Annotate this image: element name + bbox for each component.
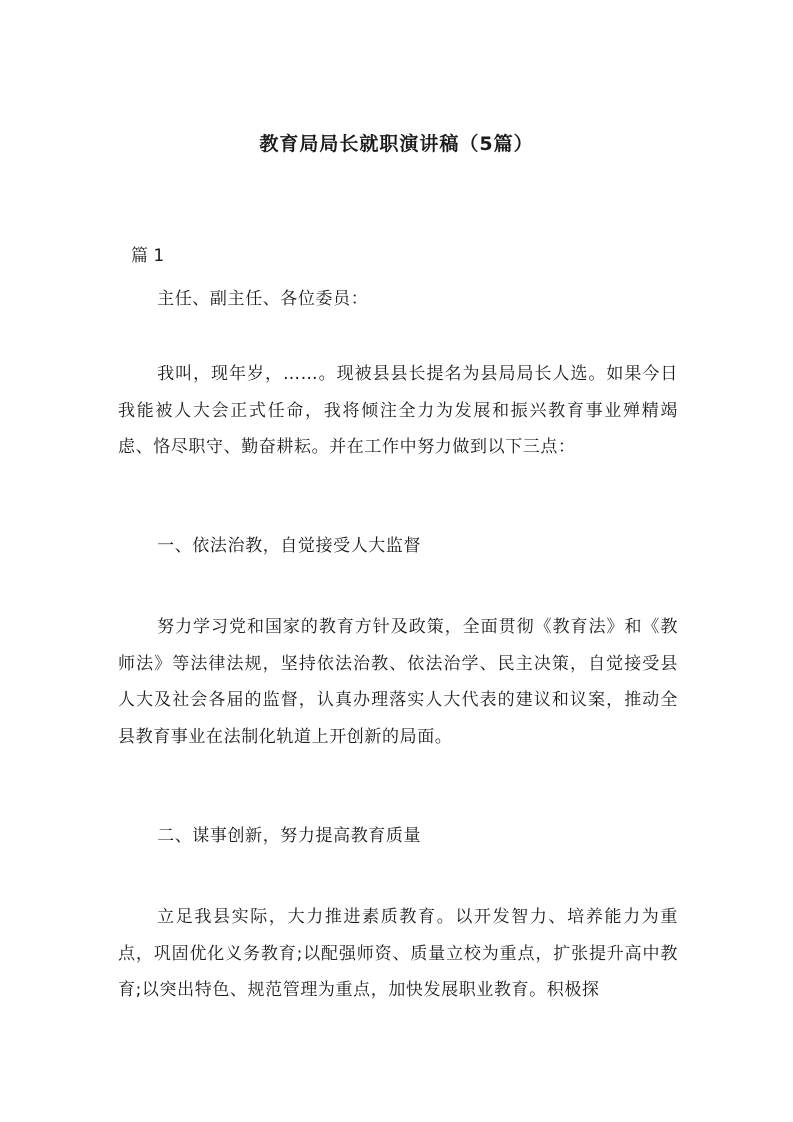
section-label: 篇 1 xyxy=(131,246,165,266)
document-title: 教育局局长就职演讲稿（5篇） xyxy=(259,133,534,155)
salutation-paragraph: 主任、副主任、各位委员： xyxy=(157,289,369,309)
intro-paragraph: 我叫，现年岁，……。现被县县长提名为县局局长人选。如果今日我能被人大会正式任命，我将倾注全力为发展和振兴教育事业殚精竭虑、恪尽职守、勤奋耕耘。并在工作中努力做到以下三点： xyxy=(118,364,678,457)
body-paragraph-1: 努力学习党和国家的教育方针及政策，全面贯彻《教育法》和《教师法》等法律法规，坚持依法治教、依法治学、民主决策，自觉接受县人大及社会各届的监督，认真办理落实人大代表的建议和议案，推动全县教育事业在法制化轨道上开创新的局面。 xyxy=(118,617,678,747)
body-paragraph-2: 立足我县实际，大力推进素质教育。以开发智力、培养能力为重点，巩固优化义务教育;以配强师资、质量立校为重点，扩张提升高中教育;以突出特色、规范管理为重点，加快发展职业教育。积极探 xyxy=(118,907,678,1000)
section-heading-1: 一、依法治教，自觉接受人大监督 xyxy=(157,536,422,556)
section-heading-2: 二、谋事创新，努力提高教育质量 xyxy=(157,826,422,846)
